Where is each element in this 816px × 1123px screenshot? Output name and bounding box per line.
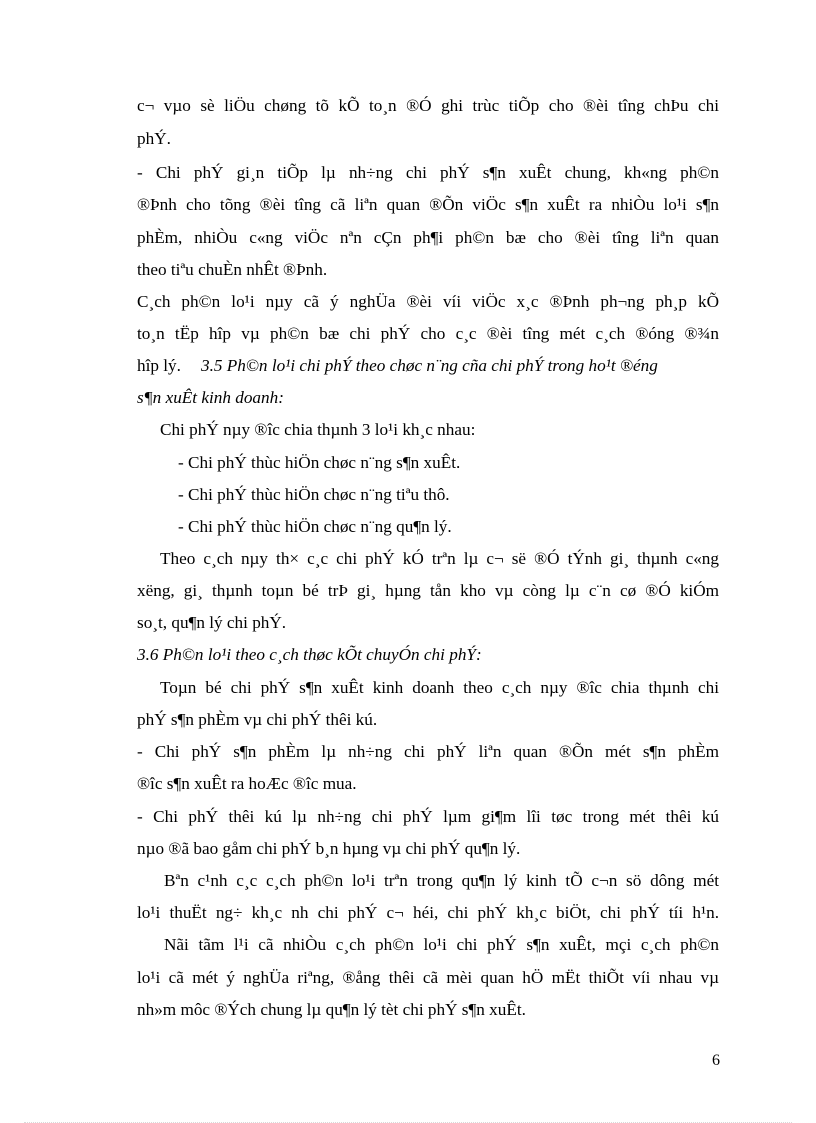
body-line: theo tiªu chuÈn nhÊt ®Þnh. xyxy=(137,260,328,279)
body-line: Chi phÝ nµy ®îc chia thµnh 3 lo¹i kh¸c nhau: xyxy=(160,420,476,439)
body-line: nµo ®ã bao gåm chi phÝ b¸n hµng vµ chi phÝ qu¶n lý. xyxy=(137,839,521,858)
list-item: - Chi phÝ thùc hiÖn chøc n¨ng s¶n xuÊt. xyxy=(178,453,461,472)
body-line: Nãi tãm l¹i cã nhiÒu c¸ch ph©n lo¹i chi phÝ s¶n xuÊt, mçi c¸ch ph©n xyxy=(164,935,719,954)
body-line: lo¹i thuËt ng÷ kh¸c nh chi phÝ c¬ héi, chi phÝ kh¸c biÖt, chi phÝ tíi h¹n. xyxy=(137,903,719,922)
body-line: lo¹i cã mét ý nghÜa riªng, ®ång thêi cã mèi quan hÖ mËt thiÕt víi nhau vµ xyxy=(137,968,719,987)
body-line: Theo c¸ch nµy th× c¸c chi phÝ kÓ trªn lµ c¬ së ®Ó tÝnh gi¸ thµnh c«ng xyxy=(160,549,719,568)
body-line: to¸n tËp hîp vµ ph©n bæ chi phÝ cho c¸c ®èi tîng mét c¸ch ®óng ®¾n xyxy=(137,324,719,343)
body-line: ®Þnh cho tõng ®èi tîng cã liªn quan ®Õn viÖc s¶n xuÊt ra nhiÒu lo¹i s¶n xyxy=(137,195,719,214)
section-heading-3-6: 3.6 Ph©n lo¹i theo c¸ch thøc kÕt chuyÓn chi phÝ: xyxy=(137,645,482,664)
body-line: Toµn bé chi phÝ s¶n xuÊt kinh doanh theo c¸ch nµy ®îc chia thµnh chi xyxy=(160,678,719,697)
section-heading-3-5: 3.5 Ph©n lo¹i chi phÝ theo chøc n¨ng cña chi phÝ trong ho¹t ®éng xyxy=(201,356,658,375)
body-line: C¸ch ph©n lo¹i nµy cã ý nghÜa ®èi víi viÖc x¸c ®Þnh ph¬ng ph¸p kÕ xyxy=(137,292,719,311)
body-line: phÈm, nhiÒu c«ng viÖc nªn cÇn ph¶i ph©n bæ cho ®èi tîng liªn quan xyxy=(137,228,719,247)
body-line: phÝ. xyxy=(137,129,171,148)
section-heading-3-5-cont: s¶n xuÊt kinh doanh: xyxy=(137,388,284,407)
list-item: - Chi phÝ thùc hiÖn chøc n¨ng qu¶n lý. xyxy=(178,517,452,536)
body-line: ®îc s¶n xuÊt ra hoÆc ®îc mua. xyxy=(137,774,357,793)
list-item: - Chi phÝ thùc hiÖn chøc n¨ng tiªu thô. xyxy=(178,485,450,504)
body-line: phÝ s¶n phÈm vµ chi phÝ thêi kú. xyxy=(137,710,378,729)
body-line: c¬ vµo sè liÖu chøng tõ kÕ to¸n ®Ó ghi trùc tiÕp cho ®èi tîng chÞu chi xyxy=(137,96,719,115)
bullet-line: - Chi phÝ thêi kú lµ nh÷ng chi phÝ lµm gi¶m lîi tøc trong mét thêi kú xyxy=(137,807,719,826)
bullet-line: - Chi phÝ s¶n phÈm lµ nh÷ng chi phÝ liªn quan ®Õn mét s¶n phÈm xyxy=(137,742,719,761)
body-line: Bªn c¹nh c¸c c¸ch ph©n lo¹i trªn trong qu¶n lý kinh tÕ c¬n sö dông mét xyxy=(164,871,719,890)
body-line: xëng, gi¸ thµnh toµn bé trÞ gi¸ hµng tån kho vµ còng lµ c¨n cø ®Ó kiÓm xyxy=(137,581,719,600)
bullet-line: - Chi phÝ gi¸n tiÕp lµ nh÷ng chi phÝ s¶n xuÊt chung, kh«ng ph©n xyxy=(137,163,719,182)
body-line: nh»m môc ®Ých chung lµ qu¶n lý tèt chi phÝ s¶n xuÊt. xyxy=(137,1000,526,1019)
page-number: 6 xyxy=(712,1052,720,1069)
body-line: hîp lý. xyxy=(137,356,181,375)
body-line: so¸t, qu¶n lý chi phÝ. xyxy=(137,613,287,632)
